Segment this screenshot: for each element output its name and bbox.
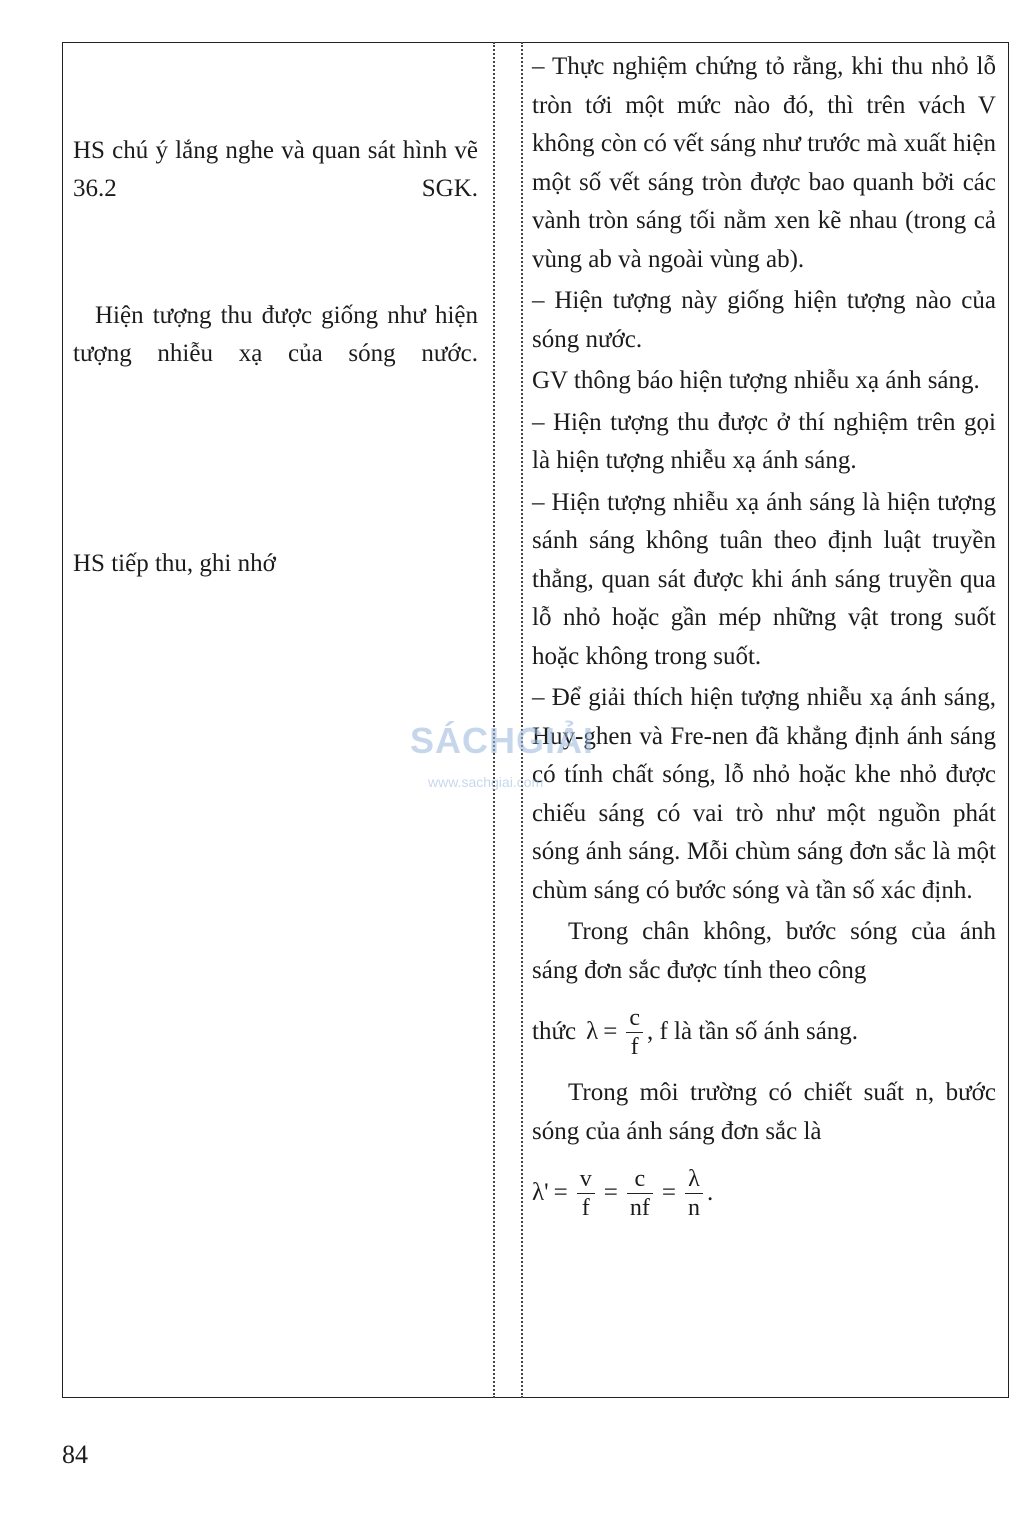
column-divider-inner [521, 42, 523, 1398]
column-divider [493, 42, 495, 1398]
paragraph-medium: Trong môi trường có chiết suất n, bước sóng của ánh sáng đơn sắc là [532, 1079, 996, 1145]
paragraph-definition: – Hiện tượng nhiễu xạ ánh sáng là hiện tượng sánh sáng không tuân theo định luật truyền thẳng, quan sát được khi ánh sáng truyền qua lỗ nhỏ hoặc gần mép những vật trong suốt hoặc không trong suốt. [532, 488, 996, 670]
fraction-numerator: v [579, 1165, 592, 1192]
formula-equals: = [603, 1018, 618, 1045]
fraction-numerator: c [634, 1165, 646, 1192]
paragraph-experiment: – Thực nghiệm chứng tỏ rằng, khi thu nhỏ lỗ tròn tới một mức nào đó, thì trên vách V không còn có vết sáng như trước mà xuất hiện một số vết sáng tròn được bao quanh bởi các vành tròn sáng tối nằm xen kẽ nhau (trong cả vùng ab và ngoài vùng ab). [532, 53, 996, 273]
fraction-lambda-over-n [685, 1165, 703, 1222]
fraction-denominator: f [630, 1033, 639, 1060]
student-activity-1: HS chú ý lắng nghe và quan sát hình vẽ 36.2 SGK. [73, 137, 478, 202]
student-activity-2: Hiện tượng thu được giống như hiện tượng nhiễu xạ của sóng nước. [73, 302, 478, 367]
fraction-denominator: f [581, 1194, 590, 1221]
student-activity-3: HS tiếp thu, ghi nhớ [73, 550, 276, 577]
paragraph-question: – Hiện tượng này giống hiện tượng nào của sóng nước. [532, 287, 996, 353]
paragraph-gv-notice: GV thông báo hiện tượng nhiễu xạ ánh sáng. [532, 367, 980, 394]
formula-equals: = [661, 1179, 676, 1206]
formula-prefix: thức [532, 1018, 577, 1045]
paragraph-explanation: – Để giải thích hiện tượng nhiễu xạ ánh sáng, Huy-ghen và Fre-nen đã khẳng định ánh sáng có tính chất sóng, lỗ nhỏ hoặc khe nhỏ được chiếu sáng có vai trò như một nguồn phát sóng ánh sáng. Mỗi chùm sáng đơn sắc là một chùm sáng có bước sóng và tần số xác định. [532, 684, 996, 904]
formula-lambda-prime: λ' [532, 1179, 549, 1206]
paragraph-definition-intro: – Hiện tượng thu được ở thí nghiệm trên gọi là hiện tượng nhiễu xạ ánh sáng. [532, 408, 996, 474]
page-number: 84 [62, 1440, 88, 1469]
watermark-url: www.sachgiai.com [428, 774, 544, 790]
formula-equals: = [603, 1179, 618, 1206]
formula-wavelength-medium [532, 1157, 996, 1229]
fraction-numerator: c [629, 1004, 640, 1031]
watermark-logo: SÁCHGIẢI [410, 720, 595, 761]
formula-wavelength [532, 996, 996, 1068]
formula-equals: = [553, 1179, 568, 1206]
fraction-c-over-nf [627, 1165, 653, 1222]
formula-end: . [706, 1179, 714, 1206]
fraction-v-over-f [577, 1165, 595, 1222]
formula-suffix: , f là tần số ánh sáng. [646, 1018, 859, 1045]
fraction-denominator: nf [629, 1194, 650, 1221]
fraction-c-over-f [626, 1004, 643, 1061]
formula-lambda: λ [586, 1018, 599, 1045]
fraction-denominator: n [687, 1194, 700, 1221]
fraction-numerator: λ [688, 1165, 700, 1192]
teacher-activity-column [532, 48, 996, 1229]
paragraph-vacuum: Trong chân không, bước sóng của ánh sáng đơn sắc được tính theo công [532, 918, 996, 984]
